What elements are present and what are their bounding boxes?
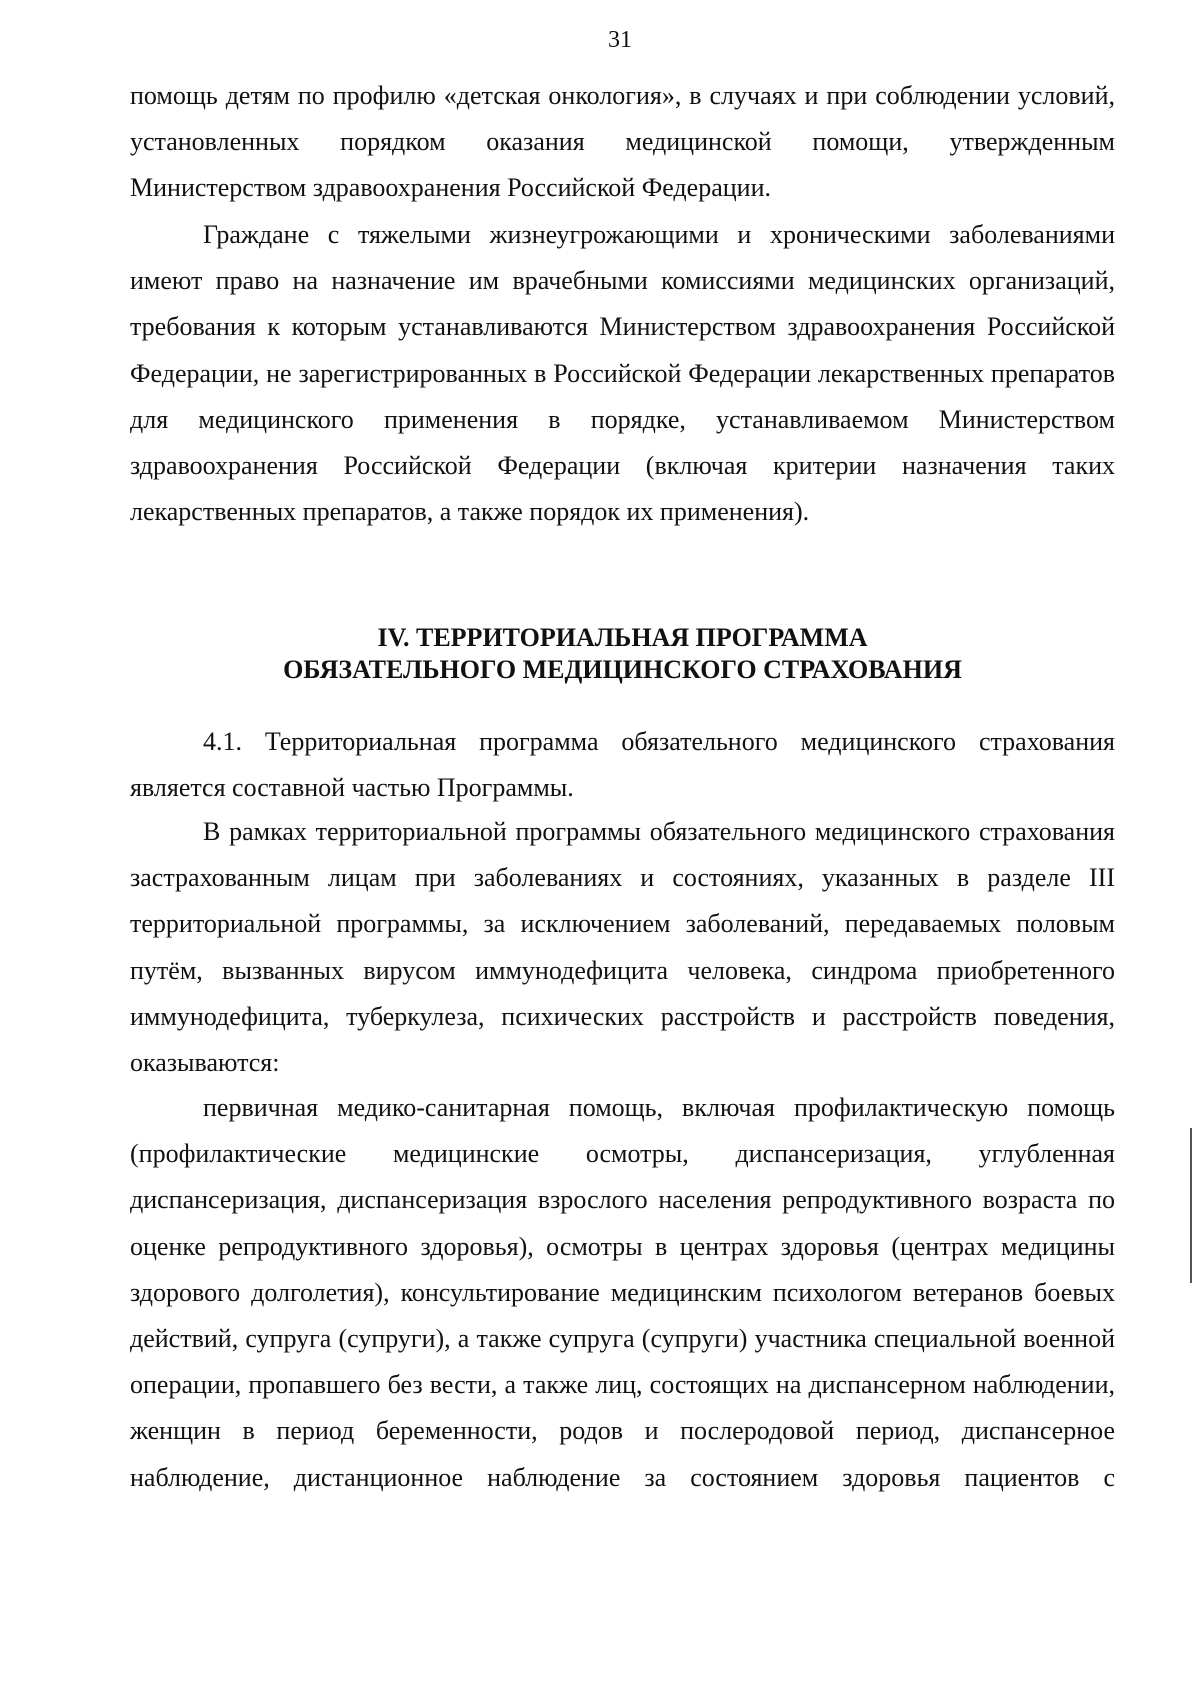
paragraph-primary-care: первичная медико-санитарная помощь, включая профилактическую помощь (профилактические медицинские осмотры, диспансеризация, углубленная диспансеризация, диспансеризация взрослого населения репродуктивного возраста по оценке репродуктивного здоровья), осмотры в центрах здоровья (центрах медицины здорового долголетия), консультирование медицинским психологом ветеранов боевых действий, супруга (супруги), а также супруга (супруги) участника специальной военной операции, пропавшего без вести, а также лиц, состоящих на диспансерном наблюдении, женщин в период беременности, родов и послеродовой период, диспансерное наблюдение, дистанционное наблюдение за состоянием здоровья пациентов с [130,1093,1115,1492]
section-heading-line-2: ОБЯЗАТЕЛЬНОГО МЕДИЦИНСКОГО СТРАХОВАНИЯ [283,655,962,684]
page-number: 31 [608,27,632,53]
paragraph-oncology-continuation: помощь детям по профилю «детская онкология», в случаях и при соблюдении условий, установленных порядком оказания медицинской помощи, утвержденным Министерством здравоохранения Российской Федерации. [130,81,1115,203]
section-heading [130,622,1115,686]
paragraph-unregistered-drugs: Граждане с тяжелыми жизнеугрожающими и хроническими заболеваниями имеют право на назначение им врачебными комиссиями медицинских организаций, требования к которым устанавливаются Министерством здравоохранения Российской Федерации, не зарегистрированных в Российской Федерации лекарственных препаратов для медицинского применения в порядке, устанавливаемом Министерством здравоохранения Российской Федерации (включая критерии назначения таких лекарственных препаратов, а также порядок их применения). [130,220,1115,527]
paragraph-oms-scope: В рамках территориальной программы обязательного медицинского страхования застрахованным лицам при заболеваниях и состояниях, указанных в разделе III территориальной программы, за исключением заболеваний, передаваемых половым путём, вызванных вирусом иммунодефицита человека, синдрома приобретенного иммунодефицита, туберкулеза, психических расстройств и расстройств поведения, оказываются: [130,817,1115,1078]
margin-scan-line [1190,1128,1192,1283]
section-heading-line-1: IV. ТЕРРИТОРИАЛЬНАЯ ПРОГРАММА [377,623,868,652]
paragraph-4-1: 4.1. Территориальная программа обязательного медицинского страхования является составной частью Программы. [130,727,1115,803]
